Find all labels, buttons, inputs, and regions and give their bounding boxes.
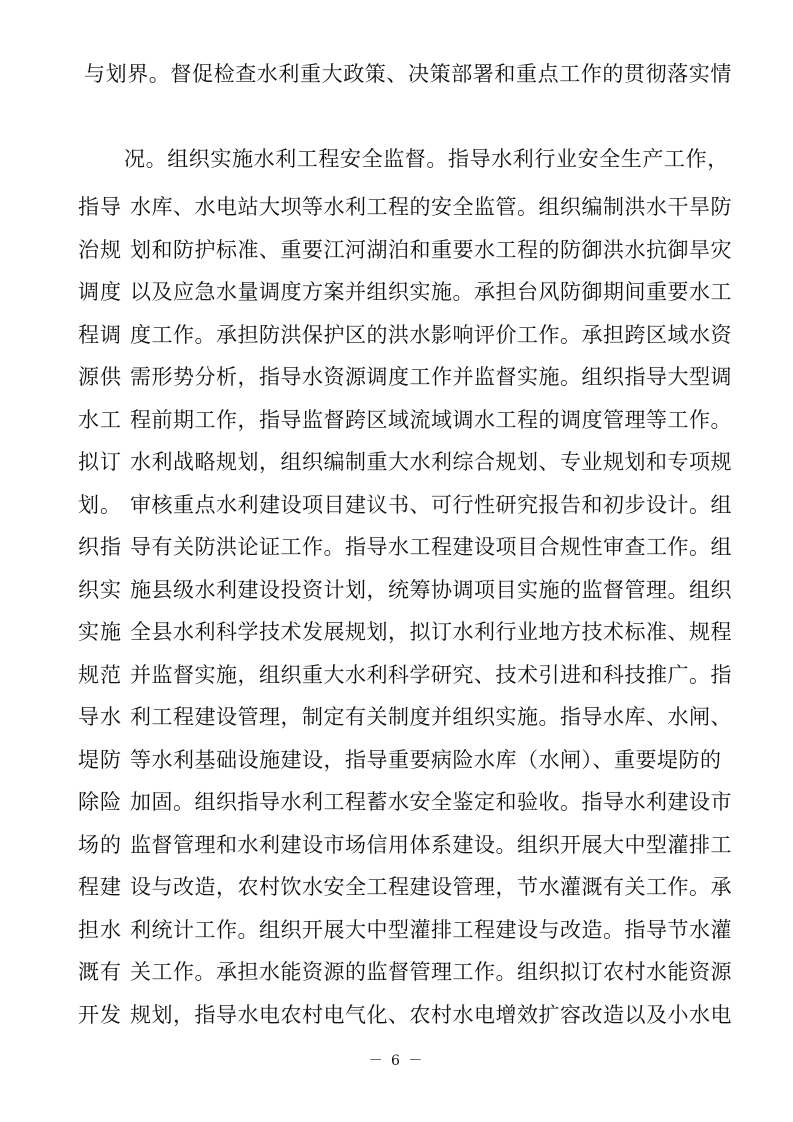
text-row <box>78 398 732 441</box>
row-left-segment: 划。 <box>78 492 122 517</box>
text-row <box>78 993 732 1036</box>
row-right-segment: 全县水利科学技术发展规划，拟订水利行业地方技术标准、规程 <box>130 620 732 645</box>
row-left-segment: 织实 <box>78 577 122 602</box>
text-rows <box>78 185 732 1035</box>
text-row <box>78 823 732 866</box>
row-right-segment: 需形势分析，指导水资源调度工作并监督实施。组织指导大型调 <box>130 365 732 390</box>
text-row <box>78 653 732 696</box>
text-row <box>78 738 728 781</box>
text-row <box>78 483 732 526</box>
row-left-segment: 实施 <box>78 620 122 645</box>
row-left-segment: 水工 <box>78 407 122 432</box>
row-left-segment: 除险 <box>78 790 122 815</box>
text-row <box>78 908 732 951</box>
row-right-segment: 水利战略规划，组织编制重大水利综合规划、专业规划和专项规 <box>130 450 732 475</box>
page-number: － 6 － <box>368 1053 425 1069</box>
text-row <box>78 568 732 611</box>
row-right-segment: 利统计工作。组织开展大中型灌排工程建设与改造。指导节水灌 <box>130 917 732 942</box>
row-right-segment: 施县级水利建设投资计划，统筹协调项目实施的监督管理。组织 <box>130 577 732 602</box>
row-right-segment: 并监督实施，组织重大水利科学研究、技术引进和科技推广。指 <box>130 662 732 687</box>
row-left-segment: 堤防 <box>78 747 122 772</box>
row-right-segment: 等水利基础设施建设，指导重要病险水库（水闸）、重要堤防的 <box>130 747 722 772</box>
row-left-segment: 溉有 <box>78 960 122 985</box>
row-left-segment: 拟订 <box>78 450 122 475</box>
row-left-segment: 治规 <box>78 237 122 262</box>
text-row <box>78 440 732 483</box>
text-row <box>78 355 732 398</box>
row-right-segment: 关工作。承担水能资源的监督管理工作。组织拟订农村水能资源 <box>130 960 732 985</box>
paragraph-intro-line: 况。组织实施水利工程安全监督。指导水利行业安全生产工作， <box>124 147 729 171</box>
text-row <box>78 228 732 271</box>
text-row <box>78 525 732 568</box>
text-row <box>78 270 732 313</box>
paragraph-first-line: 与划界。督促检查水利重大政策、决策部署和重点工作的贯彻落实情 <box>84 62 732 86</box>
row-right-segment: 划和防护标准、重要江河湖泊和重要水工程的防御洪水抗御旱灾 <box>130 237 732 262</box>
row-right-segment: 加固。组织指导水利工程蓄水安全鉴定和验收。指导水利建设市 <box>130 790 732 815</box>
row-right-segment: 以及应急水量调度方案并组织实施。承担台风防御期间重要水工 <box>130 280 732 305</box>
row-left-segment: 担水 <box>78 917 122 942</box>
text-row <box>78 865 732 908</box>
row-right-segment: 利工程建设管理，制定有关制度并组织实施。指导水库、水闸、 <box>130 705 732 730</box>
row-right-segment: 规划，指导水电农村电气化、农村水电增效扩容改造以及小水电 <box>130 1002 732 1027</box>
text-row <box>78 695 732 738</box>
row-left-segment: 导水 <box>78 705 122 730</box>
row-left-segment: 指导 <box>78 195 122 220</box>
row-left-segment: 调度 <box>78 280 122 305</box>
text-row <box>78 780 732 823</box>
text-row <box>78 313 732 356</box>
row-left-segment: 开发 <box>78 1002 122 1027</box>
text-row <box>78 185 732 228</box>
row-right-segment: 程前期工作，指导监督跨区域流域调水工程的调度管理等工作。 <box>130 407 732 432</box>
row-right-segment: 设与改造，农村饮水安全工程建设管理，节水灌溉有关工作。承 <box>130 875 732 900</box>
row-left-segment: 规范 <box>78 662 122 687</box>
row-right-segment: 审核重点水利建设项目建议书、可行性研究报告和初步设计。组 <box>130 492 732 517</box>
row-right-segment: 监督管理和水利建设市场信用体系建设。组织开展大中型灌排工 <box>130 832 732 857</box>
row-left-segment: 程建 <box>78 875 122 900</box>
row-left-segment: 场的 <box>78 832 122 857</box>
row-left-segment: 织指 <box>78 535 122 560</box>
text-row <box>78 950 732 993</box>
row-right-segment: 水库、水电站大坝等水利工程的安全监管。组织编制洪水干旱防 <box>130 195 732 220</box>
text-row <box>78 610 732 653</box>
row-left-segment: 程调 <box>78 322 122 347</box>
row-right-segment: 导有关防洪论证工作。指导水工程建设项目合规性审查工作。组 <box>130 535 732 560</box>
row-right-segment: 度工作。承担防洪保护区的洪水影响评价工作。承担跨区域水资 <box>130 322 732 347</box>
row-left-segment: 源供 <box>78 365 122 390</box>
